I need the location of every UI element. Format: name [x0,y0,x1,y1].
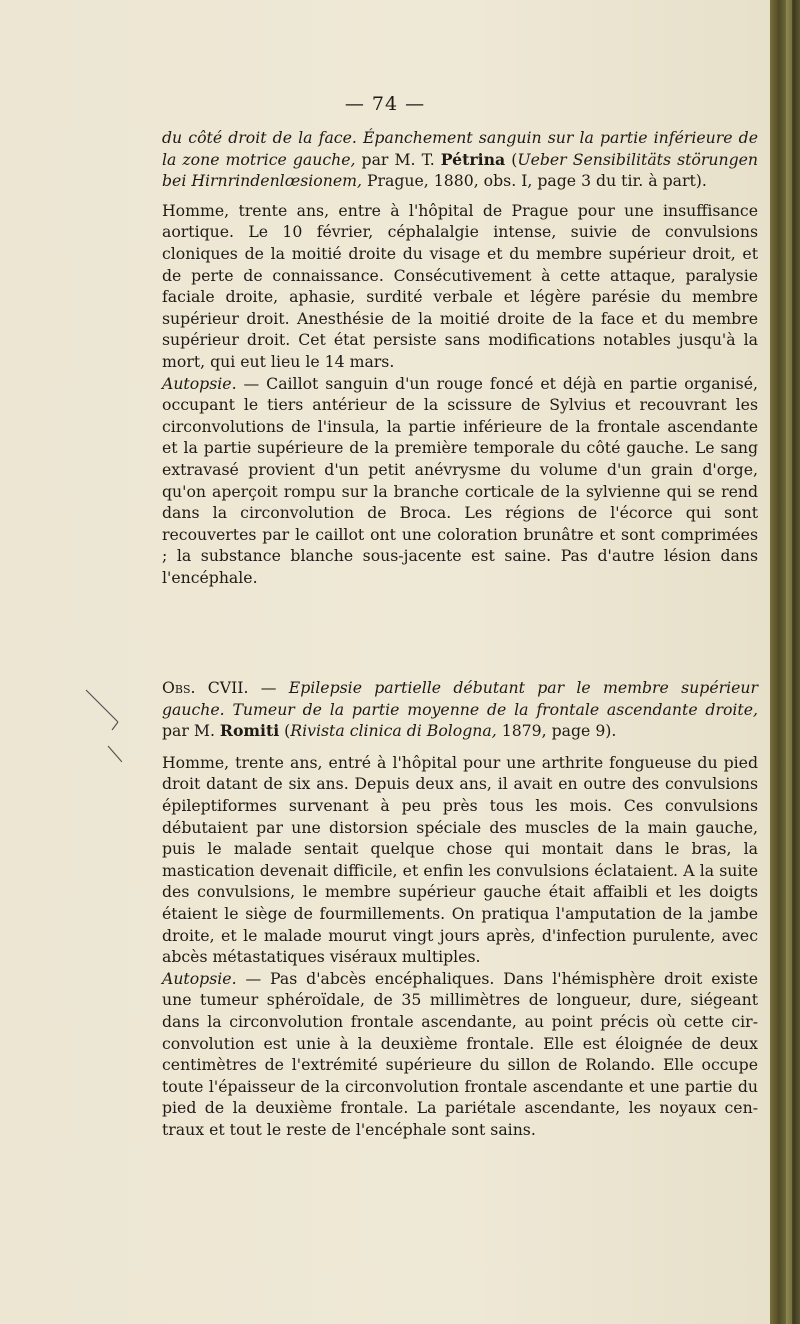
case-title: du côté droit de la face. Épanchement sanguin sur la partie inférieure de la zone motrice gauche, [162,128,758,169]
case-title: Epilepsie partielle débutant par le membre supérieur gauche. Tumeur de la partie moyenne de la frontale ascendante droite, [162,678,759,719]
pencil-mark [72,686,122,766]
page-number: — 74 — [344,93,426,115]
observation-heading: Obs. CVII. — Epilepsie partielle débutant par le membre supérieur gauche. Tumeur de la partie moyenne de la frontale ascendante droite, par M. Romiti (Rivista clinica di Bologna, 1879, page 9). [162,678,759,741]
observation-number: Obs. CVII. [162,678,249,697]
source-title: Ueber Sensibilitäts störungen bei Hirnrindenlœsionem, [162,149,759,191]
author-name: Pétrina [440,149,506,169]
book-binding-edge [770,0,800,1324]
autopsy-label: Autopsie. [162,968,237,988]
author-name: Romiti [219,721,280,741]
observation-block-1 [162,127,758,588]
observation-block-2 [162,677,758,1140]
autopsy-paragraph: Autopsie. — Caillot sanguin d'un rouge foncé et déjà en partie organisé, occupant le tiers antérieur de la scissure de Sylvius et recouvrant les circonvolutions de l'insula, la partie inférieure de la frontale ascendante et la partie supérieure de la première temporale du côté gauche. Le sang extravasé provient d'un petit anévrysme du volume d'un grain d'orge, qu'on aperçoit rompu sur la branche corticale de la sylvienne qui se rend dans la circonvolution de Broca. Les régions de l'écorce qui sont recouvertes par le caillot ont une coloration brunâtre et sont comprimées ; la substance blanche sous-jacente est saine. Pas d'autre lésion dans l'encéphale. [162,373,758,587]
case-description: Homme, trente ans, entré à l'hôpital pour une arthrite fongueuse du pied droit datant de six ans. Depuis deux ans, il avait en outre des convulsions épileptiformes survenant à peu près tous les mois. Ces convulsions débutaient par une distorsion spéciale des muscles de la main gauche, puis le malade sentait quelque chose qui montait dans le bras, la mastication devenait difficile, et enfin les convulsions éclataient. A la suite des convulsions, le membre supérieur gauche était affaibli et les doigts étaient le siège de fourmillements. On pratiqua l'amputation de la jambe droite, et le malade mourut vingt jours après, d'infection purulente, avec abcès métastatiques viséraux multiples. [162,752,758,967]
case-description: Homme, trente ans, entre à l'hôpital de Prague pour une insuffisance aortique. Le 10 février, céphalalgie intense, suivie de convulsions cloniques de la moitié droite du visage et du membre supérieur droit, et de perte de connaissance. Consécutivement à cette attaque, paralysie faciale droite, aphasie, surdité verbale et légère parésie du membre supérieur droit. Anesthésie de la moitié droite de la face et du membre supérieur droit. Cet état persiste sans modifications notables jusqu'à la mort, qui eut lieu le 14 mars. [162,200,758,371]
book-binding-highlight [786,0,792,1324]
source-title: Rivista clinica di Bologna, [290,721,497,741]
autopsy-paragraph: Autopsie. — Pas d'abcès encéphaliques. Dans l'hémisphère droit existe une tumeur sphéroïdale, de 35 millimètres de longueur, dure, siégeant dans la circonvolution frontale ascendante, au point précis où cette circonvolution est unie à la deuxième frontale. Elle est éloignée de deux centimètres de l'extrémité supérieure du sillon de Rolando. Elle occupe toute l'épaisseur de la circonvolution frontale ascendante et une partie du pied de la deuxième frontale. La pariétale ascendante, les noyaux centraux et tout le reste de l'encéphale sont sains. [162,968,758,1139]
reference-heading: du côté droit de la face. Épanchement sanguin sur la partie inférieure de la zone motrice gauche, par M. T. Pétrina (Ueber Sensibilitäts störungen bei Hirnrindenlœsionem, Prague, 1880, obs. I, page 3 du tir. à part). [162,128,759,191]
autopsy-label: Autopsie. [162,373,237,393]
